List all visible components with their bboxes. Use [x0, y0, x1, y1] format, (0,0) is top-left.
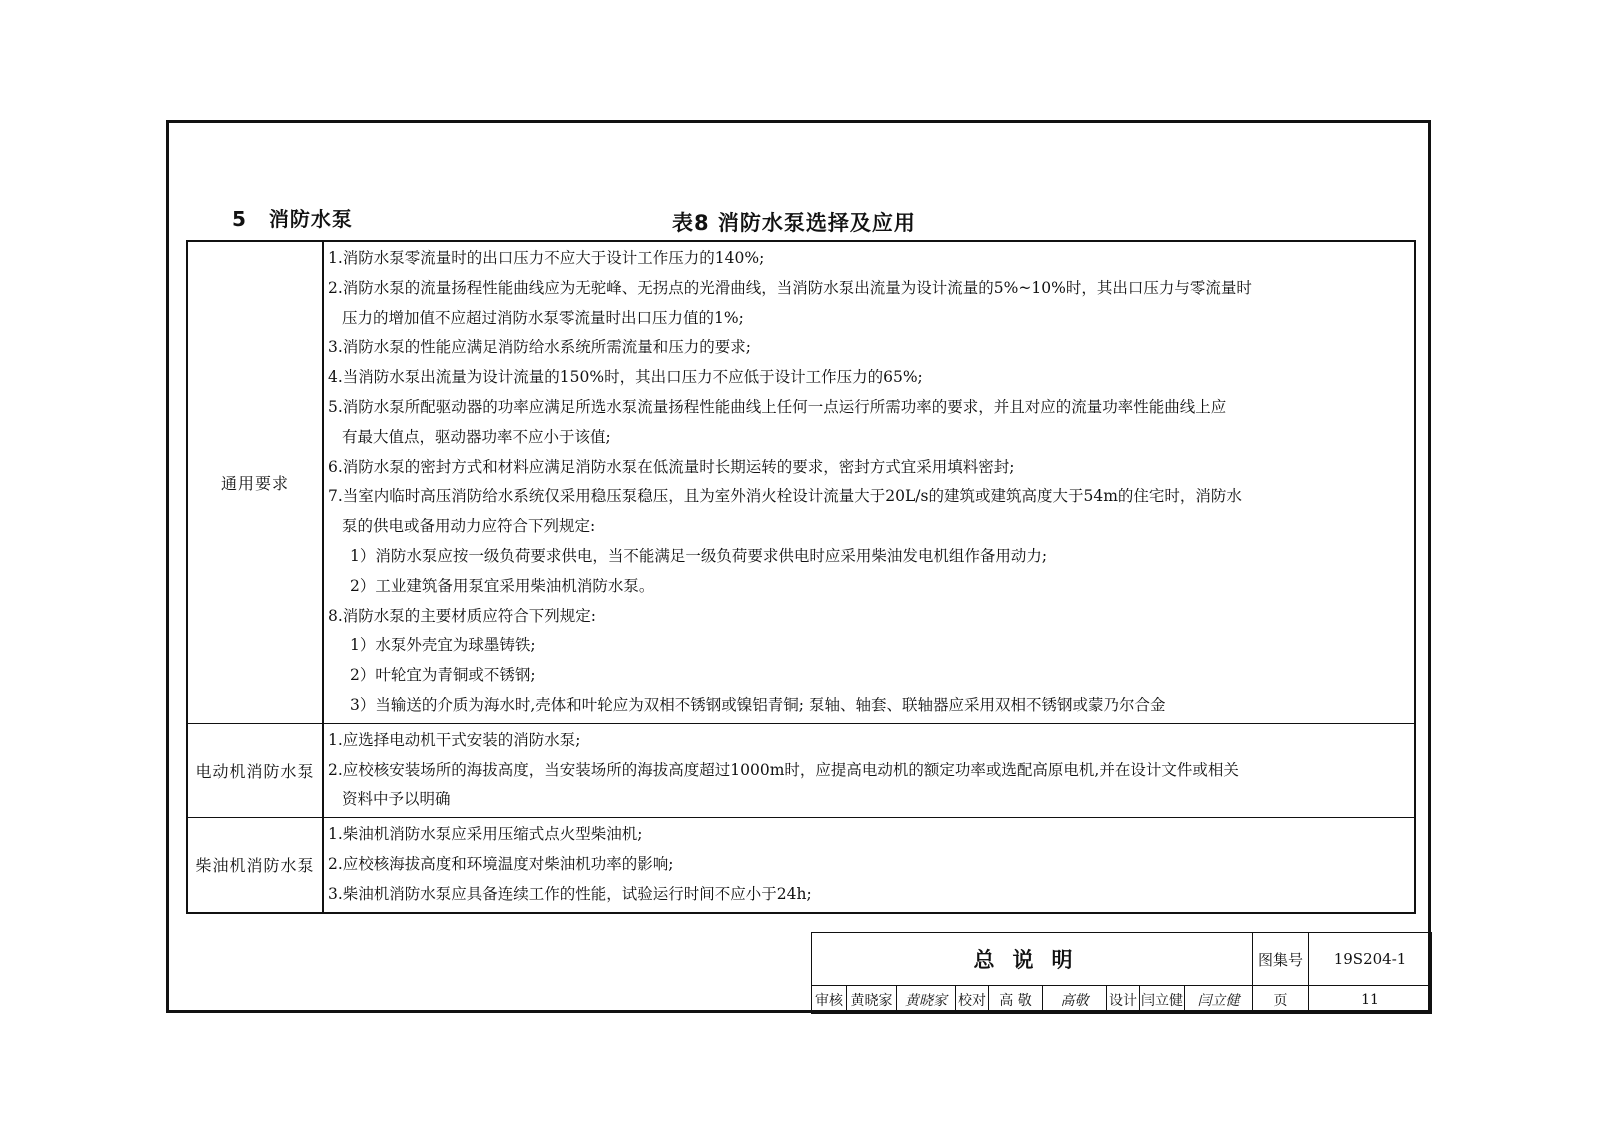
section-heading [232, 203, 353, 232]
requirement-line: 4.当消防水泵出流量为设计流量的150%时，其出口压力不应低于设计工作压力的65%; [328, 368, 923, 387]
review-label: 审核 [812, 986, 847, 1014]
requirement-line: 7.当室内临时高压消防给水系统仅采用稳压泵稳压，且为室外消火栓设计流量大于20L/s的建筑或建筑高度大于54m的住宅时，消防水 [328, 487, 1242, 506]
page-label: 页 [1253, 986, 1309, 1014]
atlas-number: 19S204-1 [1309, 933, 1432, 986]
reviewer-signature: 黄晓家 [897, 986, 956, 1014]
check-label: 校对 [956, 986, 989, 1014]
requirement-line: 6.消防水泵的密封方式和材料应满足消防水泵在低流量时长期运转的要求，密封方式宜采用填料密封; [328, 457, 1015, 476]
requirement-line: 压力的增加值不应超过消防水泵零流量时出口压力值的1%; [342, 308, 744, 327]
requirement-line: 2.消防水泵的流量扬程性能曲线应为无驼峰、无拐点的光滑曲线，当消防水泵出流量为设计流量的5%~10%时，其出口压力与零流量时 [328, 278, 1252, 297]
table-title: 表8 消防水泵选择及应用 [672, 211, 916, 235]
section-title: 消防水泵 [268, 207, 353, 231]
designer-signature: 闫立健 [1185, 986, 1253, 1014]
requirement-line: 2.应校核安装场所的海拔高度，当安装场所的海拔高度超过1000m时，应提高电动机的额定功率或选配高原电机,并在设计文件或相关 [328, 760, 1239, 779]
requirement-line: 1）消防水泵应按一级负荷要求供电，当不能满足一级负荷要求供电时应采用柴油发电机组作备用动力; [350, 546, 1048, 565]
requirement-line: 1.应选择电动机干式安装的消防水泵; [328, 730, 581, 749]
page-number: 11 [1309, 986, 1432, 1014]
row-content [323, 818, 1415, 913]
title-block [811, 932, 1432, 1014]
row-category: 电动机消防水泵 [187, 723, 323, 817]
design-label: 设计 [1107, 986, 1140, 1014]
table-row [187, 818, 1415, 913]
drawing-title: 总说明 [812, 933, 1253, 986]
requirement-line: 2）叶轮宜为青铜或不锈钢; [350, 666, 536, 685]
requirement-line: 3）当输送的介质为海水时,壳体和叶轮应为双相不锈钢或镍铝青铜; 泵轴、轴套、联轴器应采用双相不锈钢或蒙乃尔合金 [350, 695, 1166, 714]
requirement-line: 2）工业建筑备用泵宜采用柴油机消防水泵。 [350, 576, 655, 595]
requirement-line: 8.消防水泵的主要材质应符合下列规定: [328, 606, 597, 625]
row-category: 柴油机消防水泵 [187, 818, 323, 913]
requirement-line: 3.柴油机消防水泵应具备连续工作的性能，试验运行时间不应小于24h; [328, 884, 812, 903]
checker-signature: 高敬 [1043, 986, 1107, 1014]
section-number: 5 [232, 207, 247, 231]
table-row [187, 241, 1415, 723]
reviewer-name: 黄晓家 [847, 986, 897, 1014]
requirement-line: 1.柴油机消防水泵应采用压缩式点火型柴油机; [328, 825, 643, 844]
requirement-line: 1.消防水泵零流量时的出口压力不应大于设计工作压力的140%; [328, 249, 765, 267]
requirement-line: 泵的供电或备用动力应符合下列规定: [342, 517, 596, 536]
atlas-number-label: 图集号 [1253, 933, 1309, 986]
requirement-line: 1）水泵外壳宜为球墨铸铁; [350, 636, 536, 655]
requirement-line: 资料中予以明确 [342, 790, 451, 809]
requirement-line: 2.应校核海拔高度和环境温度对柴油机功率的影响; [328, 854, 674, 873]
row-category: 通用要求 [187, 241, 323, 723]
pump-selection-table [186, 240, 1416, 914]
table-row [187, 723, 1415, 817]
requirement-line: 有最大值点，驱动器功率不应小于该值; [342, 427, 611, 446]
requirement-line: 3.消防水泵的性能应满足消防给水系统所需流量和压力的要求; [328, 338, 752, 357]
row-content [323, 723, 1415, 817]
checker-name: 高 敬 [989, 986, 1043, 1014]
row-content [323, 241, 1415, 723]
designer-name: 闫立健 [1140, 986, 1185, 1014]
requirement-line: 5.消防水泵所配驱动器的功率应满足所选水泵流量扬程性能曲线上任何一点运行所需功率的要求，并且对应的流量功率性能曲线上应 [328, 397, 1227, 416]
